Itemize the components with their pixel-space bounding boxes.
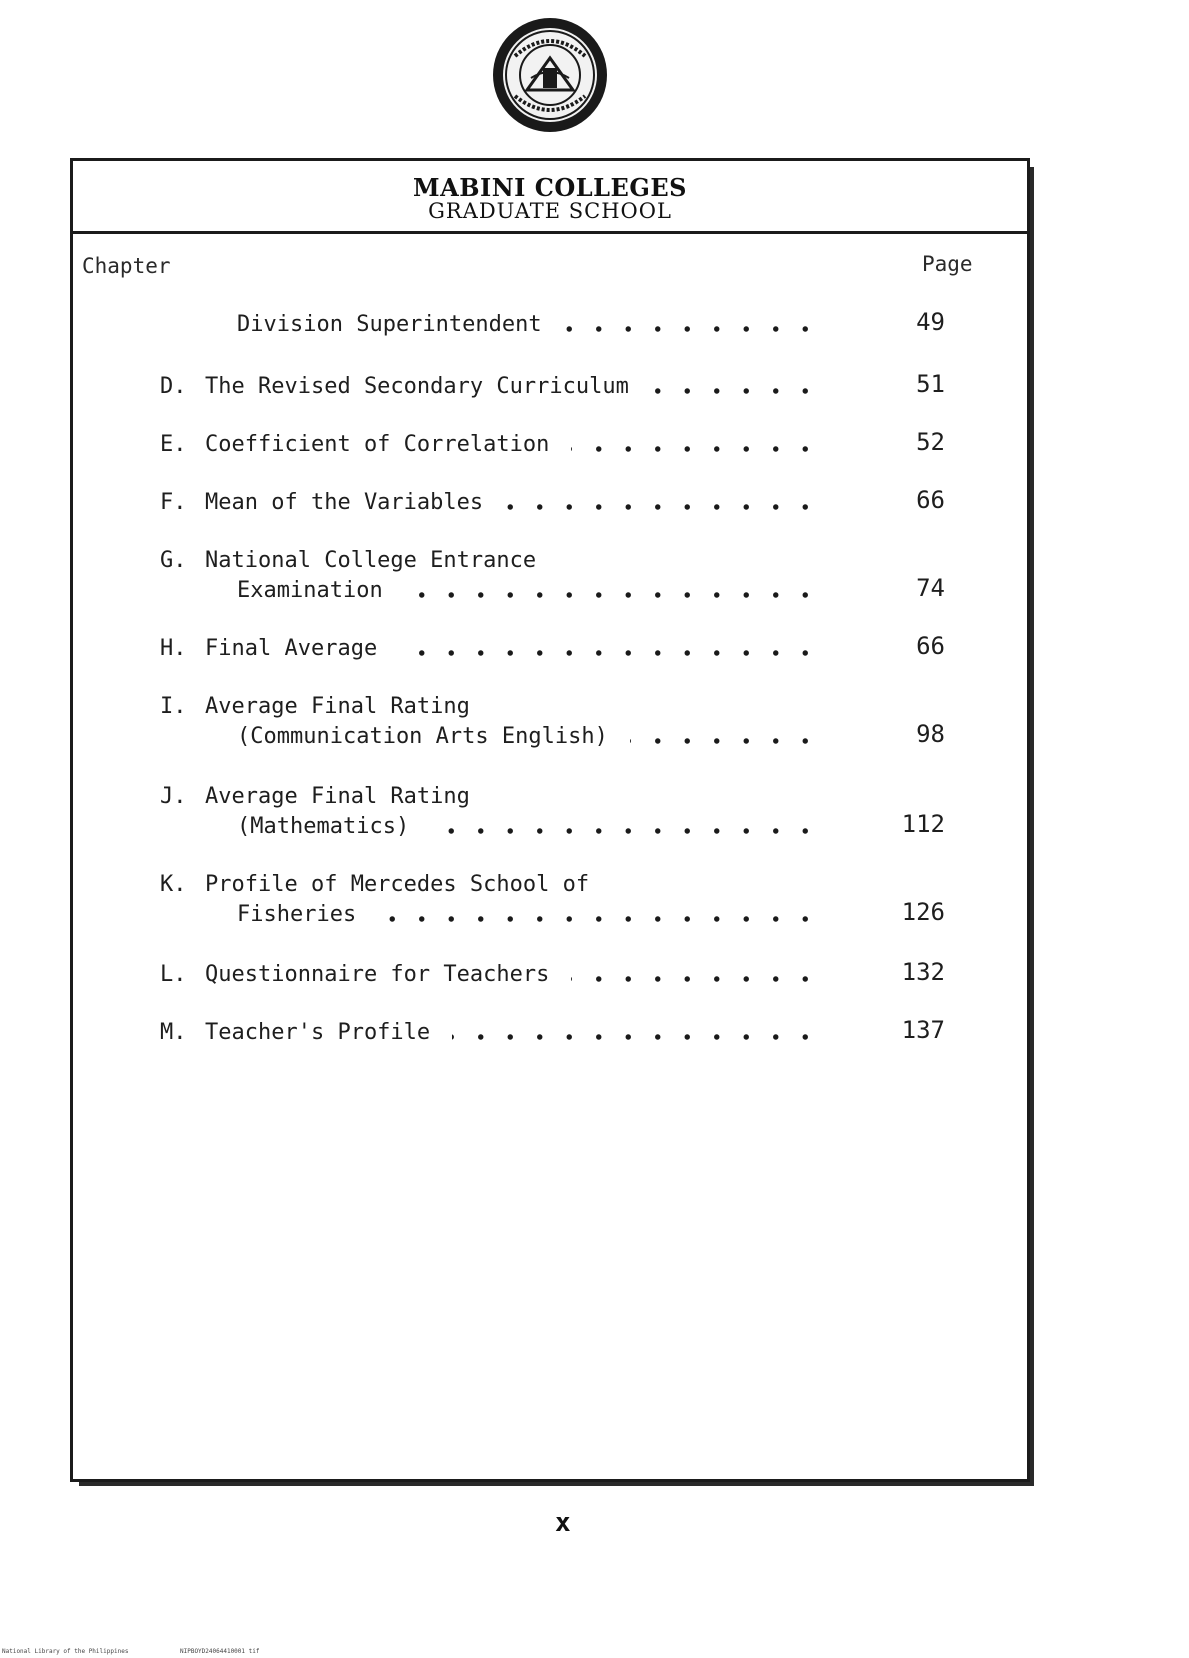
toc-entry-page: 112 (901, 810, 945, 838)
dot-leader (405, 592, 820, 598)
library-credit: National Library of the Philippines (2, 1648, 129, 1655)
toc-entry-title: Questionnaire for Teachers (205, 962, 550, 987)
dot-leader (651, 388, 820, 394)
toc-entry-title: Profile of Mercedes School of (205, 872, 590, 897)
toc-entry-title: The Revised Secondary Curriculum (205, 374, 629, 399)
toc-entry-page: 132 (901, 958, 945, 986)
toc-entry-title: (Mathematics) (237, 814, 410, 839)
toc-entry-title: National College Entrance (205, 548, 537, 573)
dot-leader (630, 738, 820, 744)
toc-entry-title: Teacher's Profile (205, 1020, 431, 1045)
dot-leader (571, 446, 820, 452)
page-number: x (555, 1508, 571, 1538)
toc-entry-letter: L. (160, 962, 187, 987)
toc-entry-title: Final Average (205, 636, 378, 661)
toc-entry-title: Examination (237, 578, 383, 603)
toc-entry-page: 74 (916, 574, 945, 602)
toc-entry-letter: I. (160, 694, 187, 719)
mabini-colleges-seal-icon (491, 16, 609, 134)
toc-entry-letter: K. (160, 872, 187, 897)
toc-entry-page: 98 (916, 720, 945, 748)
toc-entry-letter: H. (160, 636, 187, 661)
toc-entry-letter: F. (160, 490, 187, 515)
chapter-column-label: Chapter (82, 254, 171, 278)
school-name: GRADUATE SCHOOL (428, 199, 672, 223)
dot-leader (399, 650, 820, 656)
toc-entry-page: 49 (916, 308, 945, 336)
toc-entry-letter: E. (160, 432, 187, 457)
toc-entry-page: 126 (901, 898, 945, 926)
dot-leader (564, 326, 820, 332)
toc-entry-title: Division Superintendent (237, 312, 542, 337)
toc-entry-title: Coefficient of Correlation (205, 432, 550, 457)
file-name: NIPBOYD24064410001 tif (180, 1648, 260, 1655)
toc-entry-letter: G. (160, 548, 187, 573)
toc-entry-letter: J. (160, 784, 187, 809)
toc-entry-title: Mean of the Variables (205, 490, 484, 515)
toc-entry-page: 52 (916, 428, 945, 456)
header-rule (73, 231, 1027, 234)
toc-entry-page: 137 (901, 1016, 945, 1044)
dot-leader (452, 1034, 820, 1040)
toc-entry-title: (Communication Arts English) (237, 724, 608, 749)
toc-entry-page: 66 (916, 632, 945, 660)
toc-entry-page: 66 (916, 486, 945, 514)
toc-entry-title: Fisheries (237, 902, 357, 927)
institution-name: MABINI COLLEGES (413, 173, 687, 202)
page-column-label: Page (922, 252, 973, 276)
toc-entry-page: 51 (916, 370, 945, 398)
toc-entry-letter: M. (160, 1020, 187, 1045)
dot-leader (505, 504, 820, 510)
dot-leader (571, 976, 820, 982)
toc-entry-title: Average Final Rating (205, 784, 470, 809)
toc-entry-title: Average Final Rating (205, 694, 470, 719)
dot-leader (378, 916, 820, 922)
toc-entry-letter: D. (160, 374, 187, 399)
dot-leader (431, 828, 820, 834)
